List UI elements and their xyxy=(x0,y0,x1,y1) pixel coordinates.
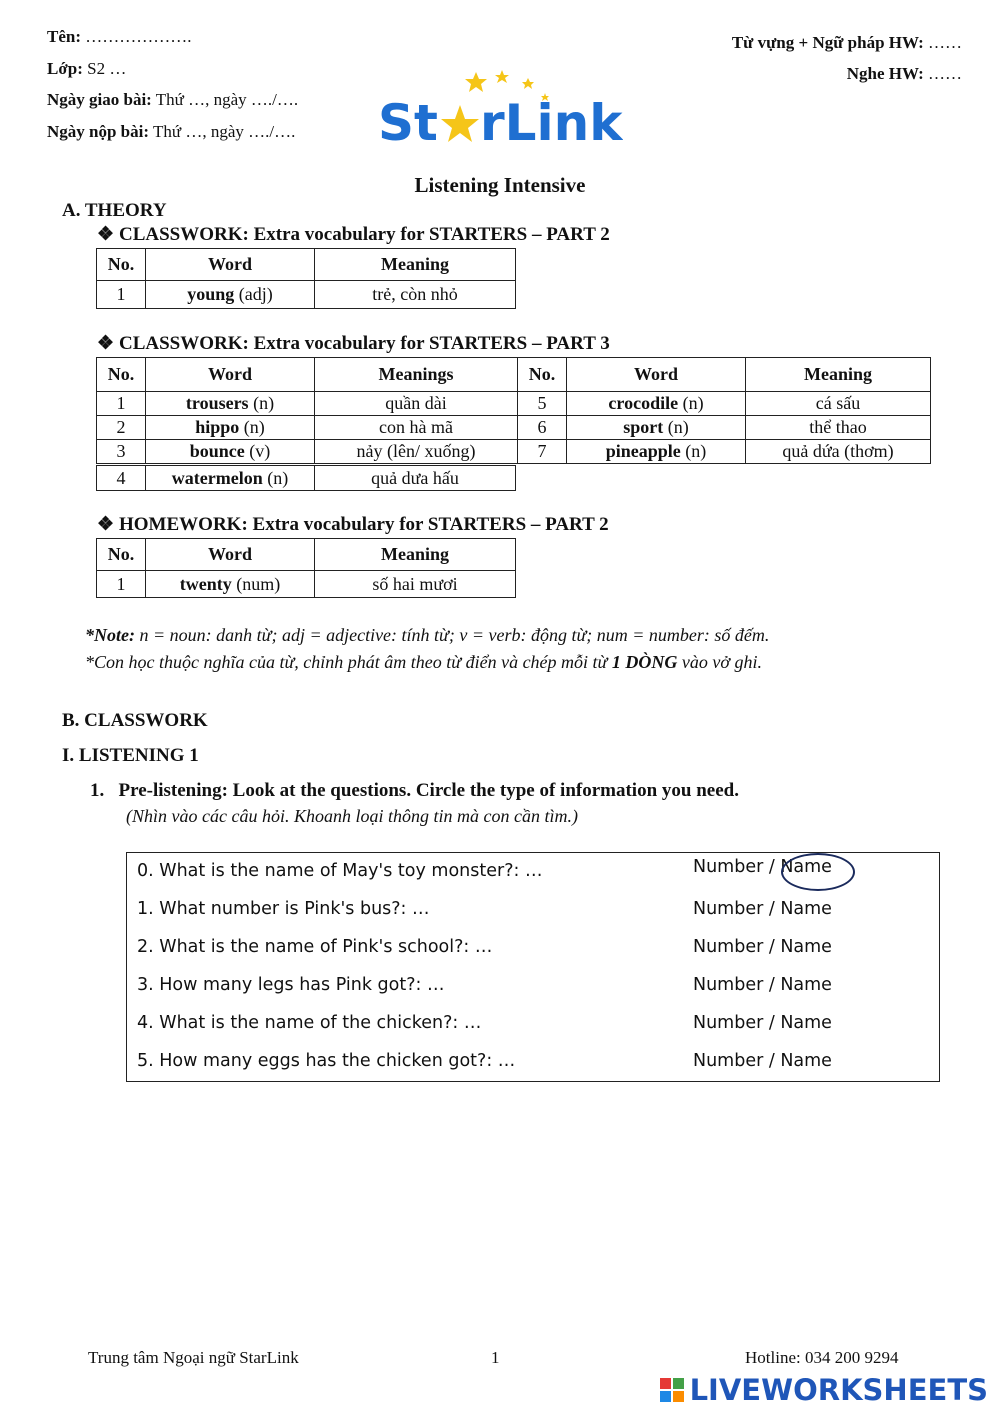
question-5: 5. How many eggs has the chicken got?: … xyxy=(137,1051,516,1071)
task-instruction: 1. Pre-listening: Look at the questions. Circle the type of information you need. xyxy=(90,780,739,801)
liveworksheets-logo-icon xyxy=(660,1378,684,1402)
classwork-heading: B. CLASSWORK xyxy=(62,710,208,731)
footer-center-name: Trung tâm Ngoại ngữ StarLink xyxy=(88,1348,299,1367)
assign-date-field: Ngày giao bài: Thứ …, ngày …./…. xyxy=(47,90,299,109)
table-row: 3 bounce (v) nảy (lên/ xuống) 7 pineapple (n) quả dứa (thơm) xyxy=(97,440,931,464)
homework-heading: ❖ HOMEWORK: Extra vocabulary for STARTERS – PART 2 xyxy=(97,514,609,535)
name-field: Tên: ………………. xyxy=(47,27,192,46)
page-title: Listening Intensive xyxy=(414,173,586,197)
diamond-bullet-icon: ❖ xyxy=(97,333,115,354)
question-2: 2. What is the name of Pink's school?: … xyxy=(137,937,493,957)
diamond-bullet-icon: ❖ xyxy=(97,224,115,245)
star-icon xyxy=(465,72,487,92)
svg-text:rLink: rLink xyxy=(480,94,623,148)
listening-heading: I. LISTENING 1 xyxy=(62,745,199,766)
question-3: 3. How many legs has Pink got?: … xyxy=(137,975,445,995)
logo-star-icon xyxy=(441,105,479,142)
table-row: 1 twenty (num) số hai mươi xyxy=(97,571,516,598)
diamond-bullet-icon: ❖ xyxy=(97,514,115,535)
answer-choice-2[interactable]: Number / Name xyxy=(693,937,832,957)
note-instruction: *Con học thuộc nghĩa của từ, chỉnh phát âm theo từ điển và chép mỗi từ 1 DÒNG vào vở ghi. xyxy=(85,652,762,672)
answer-choice-0[interactable]: Number / Name xyxy=(693,857,832,877)
question-1: 1. What number is Pink's bus?: … xyxy=(137,899,430,919)
table-row: 2 hippo (n) con hà mã 6 sport (n) thể thao xyxy=(97,416,931,440)
star-icon xyxy=(522,78,534,89)
theory-heading: A. THEORY xyxy=(62,200,167,221)
table-row: 1 trousers (n) quần dài 5 crocodile (n) cá sấu xyxy=(97,392,931,416)
star-icon xyxy=(495,70,509,83)
page-number: 1 xyxy=(491,1348,500,1367)
vocab-hw-field: Từ vựng + Ngữ pháp HW: …… xyxy=(731,33,962,52)
part3-heading: ❖ CLASSWORK: Extra vocabulary for STARTERS – PART 3 xyxy=(97,333,610,354)
submit-date-field: Ngày nộp bài: Thứ …, ngày …./…. xyxy=(47,122,296,141)
question-0: 0. What is the name of May's toy monster?: … xyxy=(137,861,543,881)
part2-heading: ❖ CLASSWORK: Extra vocabulary for STARTERS – PART 2 xyxy=(97,224,610,245)
homework-table: No. Word Meaning 1 twenty (num) số hai mươi xyxy=(96,538,516,598)
answer-choice-4[interactable]: Number / Name xyxy=(693,1013,832,1033)
note-abbreviations: *Note: n = noun: danh từ; adj = adjective: tính từ; v = verb: động từ; num = number: số đếm. xyxy=(85,625,770,645)
starlink-logo xyxy=(378,68,623,148)
part3-table-extra-row xyxy=(96,465,516,491)
footer-hotline: Hotline: 034 200 9294 xyxy=(745,1348,899,1367)
table-row: 4 watermelon (n) quả dưa hấu xyxy=(97,466,516,491)
part3-table: No. Word Meanings No. Word Meaning 1 trousers (n) quần dài 5 crocodile (n) cá sấu 2 hippo (n) con hà mã 6 sport (n) thể thao 3 bounce (v) nảy (lên/ xuống) 7 pineapple (n) quả dứa (thơm) xyxy=(96,357,931,464)
question-4: 4. What is the name of the chicken?: … xyxy=(137,1013,482,1033)
question-box xyxy=(126,852,940,1082)
table-row: 1 young (adj) trẻ, còn nhỏ xyxy=(97,281,516,309)
answer-choice-5[interactable]: Number / Name xyxy=(693,1051,832,1071)
listen-hw-field: Nghe HW: …… xyxy=(846,64,962,83)
svg-text:St: St xyxy=(378,94,438,148)
answer-choice-3[interactable]: Number / Name xyxy=(693,975,832,995)
liveworksheets-watermark: LIVEWORKSHEETS xyxy=(660,1372,988,1408)
answer-circle-mark xyxy=(781,853,855,891)
class-field: Lớp: S2 … xyxy=(47,59,127,78)
task-instruction-vi: (Nhìn vào các câu hỏi. Khoanh loại thông tin mà con cần tìm.) xyxy=(126,806,578,826)
answer-choice-1[interactable]: Number / Name xyxy=(693,899,832,919)
part2-table: No. Word Meaning 1 young (adj) trẻ, còn nhỏ xyxy=(96,248,516,309)
